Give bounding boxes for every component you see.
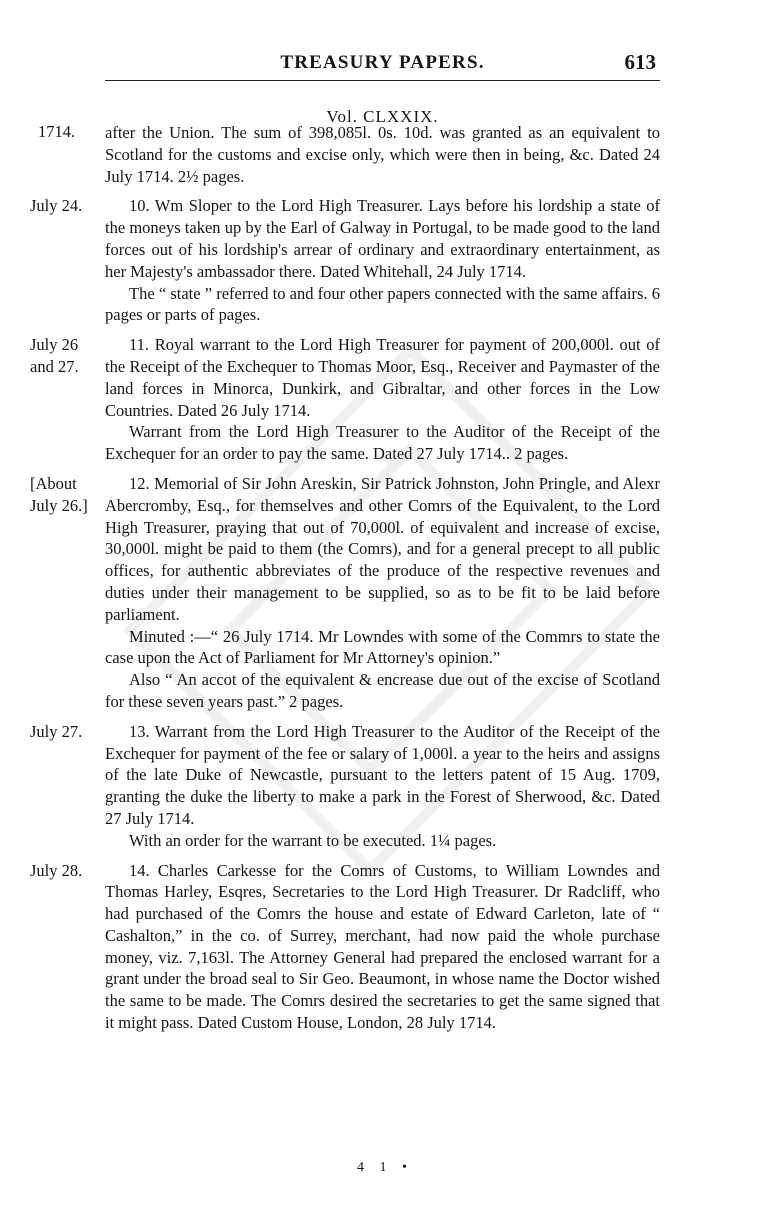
entry-date: July 27. xyxy=(30,721,83,741)
running-title: TREASURY PAPERS. xyxy=(280,52,485,73)
entry-date: July 26 and 27. xyxy=(30,335,79,376)
entry-paragraph: With an order for the warrant to be executed. 1¼ pages. xyxy=(129,830,497,850)
document-entry xyxy=(0,721,770,852)
entry-text xyxy=(105,334,660,465)
entry-paragraph: Minuted :—“ 26 July 1714. Mr Lowndes with some of the Commrs to state the case upon the Act of Parliament for Mr Attorney's opinion.” xyxy=(105,626,660,668)
entry-paragraph: after the Union. The sum of 398,085l. 0s. 10d. was granted as an equivalent to Scotland for the customs and excise only, which were then in being, &c. Dated 24 July 1714. 2½ pages. xyxy=(105,123,660,186)
entry-text xyxy=(105,721,660,852)
document-entry xyxy=(0,334,770,465)
page-header xyxy=(105,50,660,80)
year-marginal: 1714. xyxy=(38,122,76,141)
entry-paragraph: The “ state ” referred to and four other papers connected with the same affairs. 6 pages or parts of pages. xyxy=(105,283,660,325)
page-number: 613 xyxy=(624,50,656,74)
header-rule xyxy=(105,80,660,81)
document-entry xyxy=(0,122,770,187)
document-entry xyxy=(0,195,770,326)
entry-text xyxy=(105,122,660,187)
entry-text xyxy=(105,473,660,713)
entry-text xyxy=(105,860,660,1034)
entry-paragraph: Warrant from the Lord High Treasurer to the Auditor of the Receipt of the Exchequer for an order to pay the same. Dated 27 July 1714.. 2 pages. xyxy=(105,422,660,464)
signature-mark: 4 1 • xyxy=(357,1160,413,1175)
entry-paragraph: 12. Memorial of Sir John Areskin, Sir Patrick Johnston, John Pringle, and Alexr Abercromby, Esq., for themselves and other Comrs of the Equivalent, to the Lord High Treasurer, praying that out of 70,000l. of equivalent and increase of excise, 30,000l. might be paid to them (the Comrs), and for a general precept to all public offices, for authentic abbreviates of the produce of the respective revenues and duties under their management to be supplied, so as to be fit to be laid before parliament. xyxy=(105,473,660,624)
entry-text xyxy=(105,195,660,326)
entry-date: July 28. xyxy=(30,860,83,880)
entry-paragraph: 10. Wm Sloper to the Lord High Treasurer. Lays before his lordship a state of the moneys taken up by the Earl of Galway in Portugal, to be made good to the land forces out of his lordship's arrear of ordinary and extraordinary entertainment, as her Majesty's ambassador there. Dated Whitehall, 24 July 1714. xyxy=(105,196,660,281)
document-entry xyxy=(0,473,770,713)
entry-date: July 24. xyxy=(30,196,83,216)
entry-paragraph: 14. Charles Carkesse for the Comrs of Customs, to William Lowndes and Thomas Harley, Esqres, Secretaries to the Lord High Treasurer. Dr Radcliff, who had purchased of the Comrs the house and estate of Edward Carleton, late of “ Cashalton,” in the co. of Surrey, merchant, had now paid the whole purchase money, viz. 7,163l. The Attorney General had prepared the enclosed warrant for a grant under the broad seal to Sir Geo. Beaumont, in whose name the Doctor wished the same to be made. The Comrs desired the secretaries to get the same signed that it might pass. Dated Custom House, London, 28 July 1714. xyxy=(105,860,660,1033)
document-body xyxy=(0,122,770,1042)
entry-date: [About July 26.] xyxy=(30,473,88,515)
entry-paragraph: 13. Warrant from the Lord High Treasurer to the Auditor of the Receipt of the Exchequer for payment of the fee or salary of 1,000l. a year to the heirs and assigns of the late Duke of Newcastle, pursuant to the letters patent of 15 Aug. 1709, granting the duke the liberty to make a park in the Forest of Sherwood, &c. Dated 27 July 1714. xyxy=(105,721,660,828)
volume-title: Vol. CLXXIX. xyxy=(326,107,439,126)
entry-paragraph: 11. Royal warrant to the Lord High Treasurer for payment of 200,000l. out of the Receipt of the Exchequer to Thomas Moor, Esq., Receiver and Paymaster of the land forces in Minorca, Dunkirk, and Gibraltar, and other forces in the Low Countries. Dated 26 July 1714. xyxy=(105,335,660,420)
document-entry xyxy=(0,860,770,1034)
entry-paragraph: Also “ An accot of the equivalent & encrease due out of the excise of Scotland for these seven years past.” 2 pages. xyxy=(105,670,660,711)
